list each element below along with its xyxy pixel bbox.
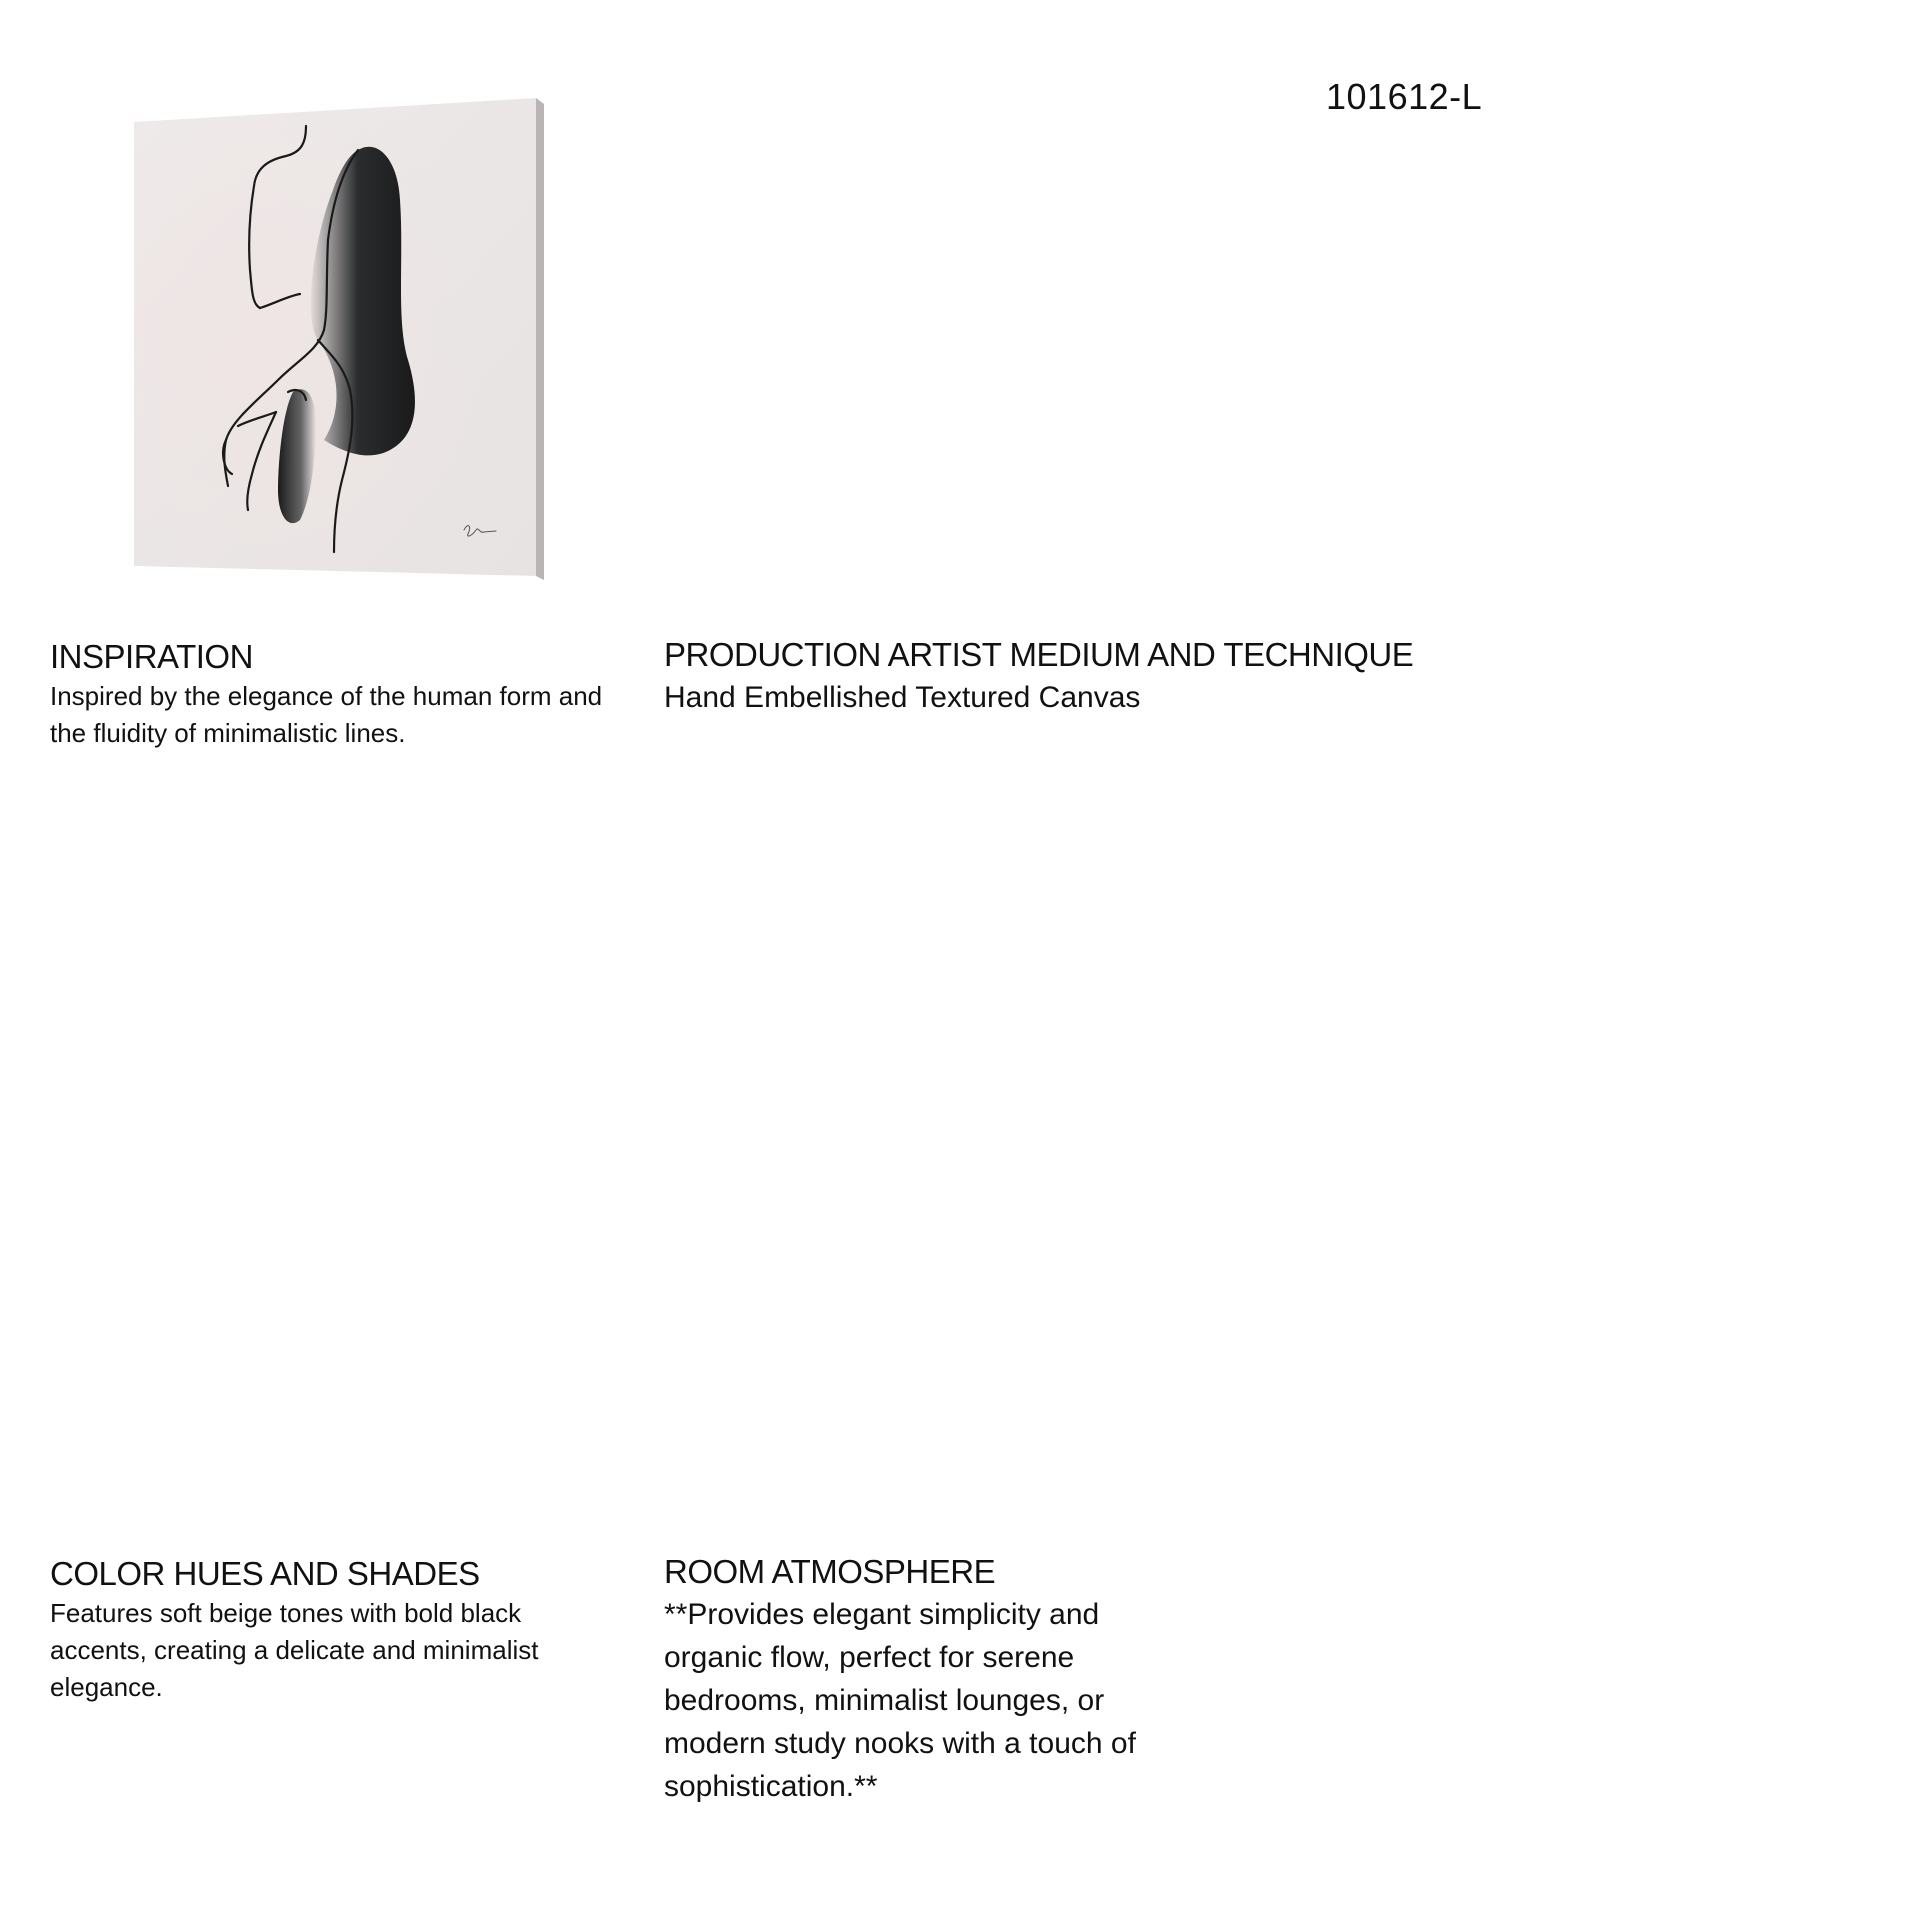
color-hues-heading: COLOR HUES AND SHADES bbox=[50, 1555, 480, 1592]
inspiration-section bbox=[50, 638, 620, 752]
color-hues-text: Features soft beige tones with bold black accents, creating a delicate and minimalist elegance. bbox=[50, 1598, 539, 1702]
room-atmosphere-section bbox=[664, 1553, 1204, 1808]
room-atmosphere-heading: ROOM ATMOSPHERE bbox=[664, 1553, 996, 1590]
color-hues-section bbox=[50, 1555, 620, 1706]
room-atmosphere-text: **Provides elegant simplicity and organic flow, perfect for serene bedrooms, minimalist lounges, or modern study nooks with a touch of sophistication.** bbox=[664, 1598, 1136, 1803]
inspiration-heading: INSPIRATION bbox=[50, 638, 253, 675]
artwork-image bbox=[128, 90, 548, 590]
medium-technique-text: Hand Embellished Textured Canvas bbox=[664, 681, 1141, 714]
inspiration-text: Inspired by the elegance of the human form and the fluidity of minimalistic lines. bbox=[50, 681, 603, 748]
canvas-artwork-illustration bbox=[128, 90, 548, 590]
medium-technique-heading: PRODUCTION ARTIST MEDIUM AND TECHNIQUE bbox=[664, 636, 1414, 673]
product-sku: 101612-L bbox=[1326, 76, 1483, 117]
medium-technique-section bbox=[664, 636, 1564, 719]
